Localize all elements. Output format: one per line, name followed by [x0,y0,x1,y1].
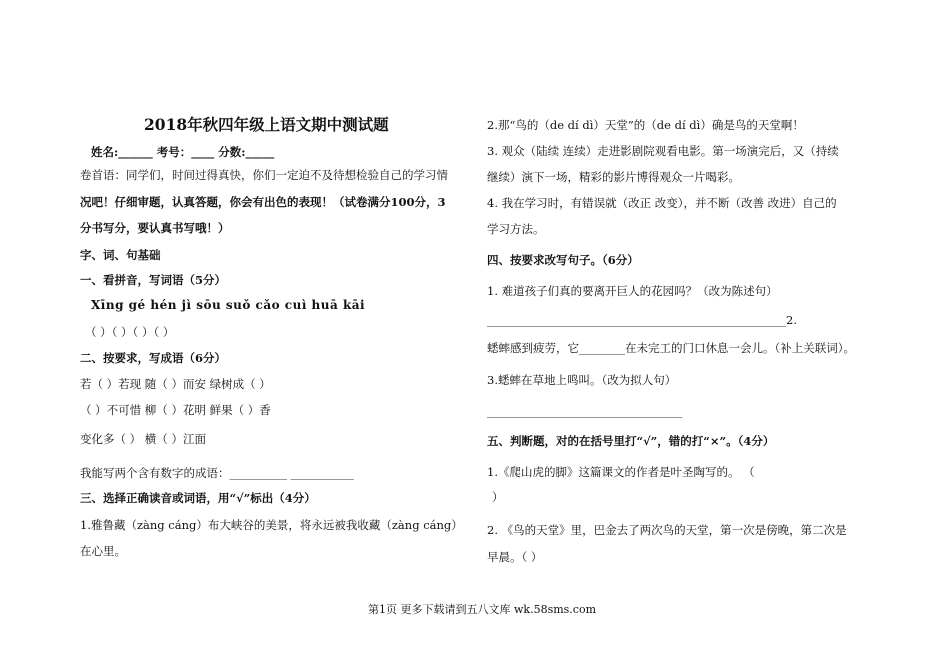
q4-answer-line-2: __________________________________ [487,404,683,418]
q3-item-3: 3. 观众（陆续 连续）走进影剧院观看电影。第一场演完后，又（持续 [487,144,839,158]
intro-line-1: 卷首语：同学们，时间过得真快，你们一定迫不及待想检验自己的学习情 [80,168,448,182]
q4-heading: 四、按要求改写句子。（6分） [487,253,639,267]
q2-heading: 二、按要求，写成语（6分） [80,351,227,365]
q4-answer-line-1: ____________________________________________________2. [487,313,797,327]
q3-item-1-cont: 在心里。 [80,544,126,558]
q3-item-2: 2.那“鸟的（de dí dì）天堂”的（de dí dì）确是鸟的天堂啊！ [487,118,804,132]
q2-row-3: 变化多（ ） 横（ ）江面 [80,432,206,446]
student-info-line: 姓名:______ 考号：____ 分数:_____ [91,145,275,159]
section-heading-basics: 字、词、句基础 [80,248,161,262]
q2-row-1: 若（ ）若现 随（ ）而安 绿树成（ ） [80,377,271,391]
q4-item-1: 1. 难道孩子们真的要离开巨人的花园吗？（改为陈述句） [487,284,778,298]
q2-row-2: （ ）不可惜 柳（ ）花明 鲜果（ ）香 [80,403,271,417]
q3-item-4-cont: 学习方法。 [487,222,545,236]
q5-heading: 五、判断题，对的在括号里打“√”，错的打“×”。（4分） [487,434,775,448]
q5-item-2: 2. 《鸟的天堂》里，巴金去了两次鸟的天堂，第一次是傍晚，第二次是 [487,523,847,537]
intro-line-3: 分书写分，要认真书写哦！） [80,221,230,235]
page-title: 2018年秋四年级上语文期中测试题 [144,115,389,134]
intro-line-2: 况吧！仔细审题，认真答题，你会有出色的表现！（试卷满分100分，3 [80,195,446,209]
q1-answer-blanks: （ ）（ ）（ ）（ ） [85,325,175,339]
page-footer: 第1页 更多下载请到五八文库 wk.58sms.com [368,603,596,616]
q3-item-3-cont: 继续）演下一场，精彩的影片博得观众一片喝彩。 [487,170,740,184]
q3-heading: 三、选择正确读音或词语，用“√”标出（4分） [80,491,316,505]
q5-item-1: 1.《爬山虎的脚》这篇课文的作者是叶圣陶写的。 （ [487,465,755,479]
q3-item-1: 1.雅鲁藏（zàng cáng）布大峡谷的美景，将永远被我收藏（zàng cáng） [80,518,463,532]
q3-item-4: 4. 我在学习时，有错误就（改正 改变），并不断（改善 改进）自己的 [487,196,837,210]
q1-heading: 一、看拼音，写词语（5分） [80,273,227,287]
q4-item-3: 3.蟋蟀在草地上鸣叫。（改为拟人句） [487,373,677,387]
q2-numbers-line: 我能写两个含有数字的成语：__________ ___________ [80,466,354,480]
q4-item-2: 蟋蟀感到疲劳，它________在未完工的门口休息一会儿。（补上关联词）。 [487,341,855,355]
q1-pinyin: Xīng gé hén jì sōu suǒ cǎo cuì huā kāi [91,298,366,312]
q5-item-1-cont: ） [492,490,504,504]
q5-item-2-cont: 早晨。（ ） [487,550,543,564]
